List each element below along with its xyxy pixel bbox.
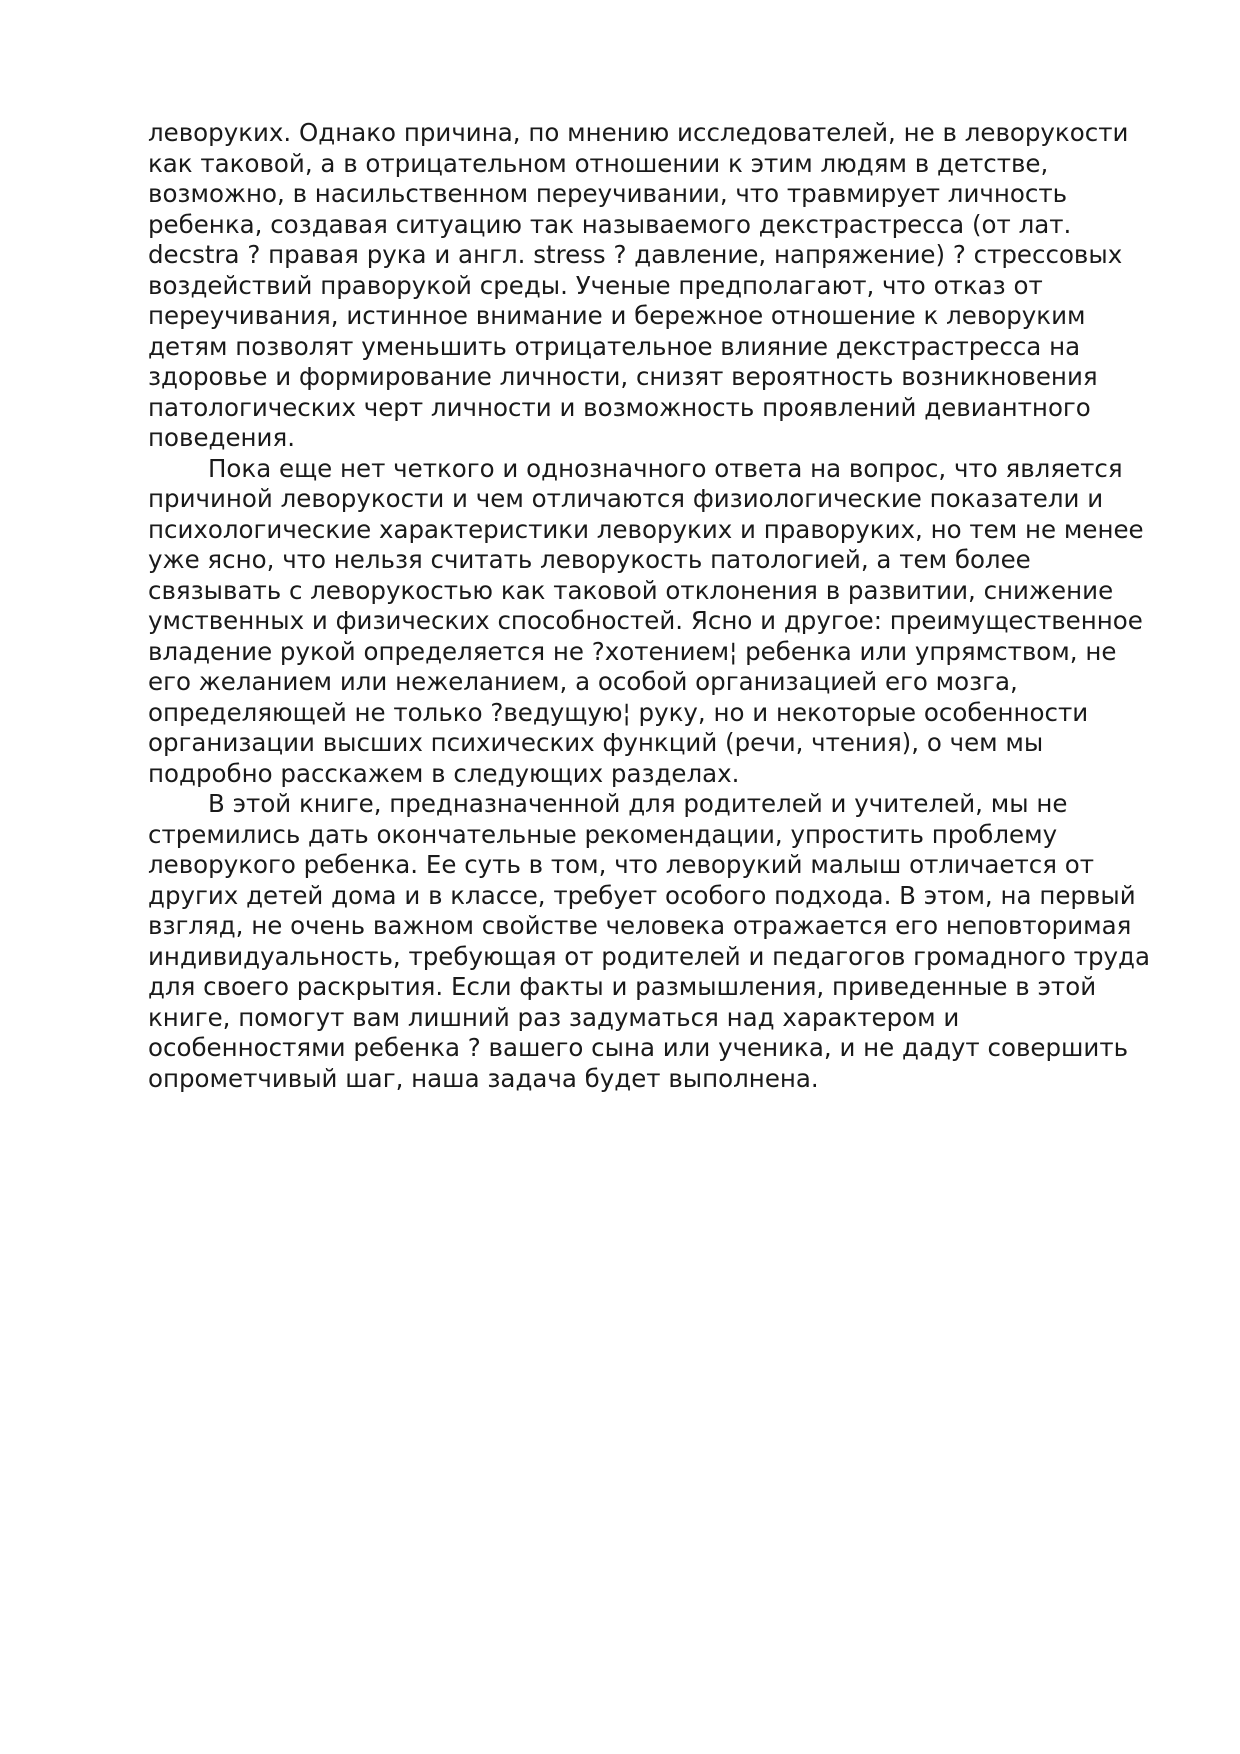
text-line: леворукого ребенка. Ее суть в том, что леворукий малыш отличается от xyxy=(148,850,1095,879)
text-line: ребенка, создавая ситуацию так называемого декстрастресса (от лат. xyxy=(148,209,1072,239)
text-line: других детей дома и в классе, требует особого подхода. В этом, на первый xyxy=(148,880,1136,910)
text-line: взгляд, не очень важном свойстве человека отражается его неповторимая xyxy=(148,911,1132,940)
text-line: умственных и физических способностей. Ясно и другое: преимущественное xyxy=(148,606,1143,635)
text-line: decstra ? правая рука и англ. stress ? давление, напряжение) ? стрессовых xyxy=(148,240,1123,269)
text-line: патологических черт личности и возможность проявлений девиантного xyxy=(148,392,1091,422)
text-line: его желанием или нежеланием, а особой организацией его мозга, xyxy=(148,667,1018,696)
text-line: поведения. xyxy=(148,423,295,452)
text-line: здоровье и формирование личности, снизят вероятность возникновения xyxy=(148,362,1098,391)
text-line: стремились дать окончательные рекомендации, упростить проблему xyxy=(148,819,1058,849)
text-line: переучивания, истинное внимание и бережное отношение к леворуким xyxy=(148,301,1086,330)
text-line: психологические характеристики леворуких и праворуких, но тем не менее xyxy=(148,514,1144,544)
text-line: книге, помогут вам лишний раз задуматься над характером и xyxy=(148,1002,960,1032)
text-line: для своего раскрытия. Если факты и размышления, приведенные в этой xyxy=(148,972,1097,1001)
text-line: уже ясно, что нельзя считать леворукость патологией, а тем более xyxy=(148,545,1031,574)
text-line: Пока еще нет четкого и однозначного ответа на вопрос, что является xyxy=(208,453,1123,483)
text-line: возможно, в насильственном переучивании, что травмирует личность xyxy=(148,179,1068,208)
text-line: особенностями ребенка ? вашего сына или ученика, и не дадут совершить xyxy=(148,1033,1129,1062)
text-line: опрометчивый шаг, наша задача будет выполнена. xyxy=(148,1063,819,1093)
text-line: леворуких. Однако причина, по мнению исследователей, не в леворукости xyxy=(148,118,1129,147)
paragraph xyxy=(148,789,1158,1094)
paragraph xyxy=(148,454,1158,790)
text-line: как таковой, а в отрицательном отношении к этим людям в детстве, xyxy=(148,148,1049,178)
text-line: индивидуальность, требующая от родителей и педагогов громадного труда xyxy=(148,941,1150,971)
text-line: детям позволят уменьшить отрицательное влияние декстрастресса на xyxy=(148,331,1081,361)
text-line: В этой книге, предназначенной для родителей и учителей, мы не xyxy=(208,789,1068,818)
text-line: владение рукой определяется не ?хотением¦ ребенка или упрямством, не xyxy=(148,636,1117,666)
text-line: причиной леворукости и чем отличаются физиологические показатели и xyxy=(148,484,1104,513)
text-line: организации высших психических функций (речи, чтения), о чем мы xyxy=(148,728,1044,757)
text-line: определяющей не только ?ведущую¦ руку, но и некоторые особенности xyxy=(148,697,1089,727)
body-text xyxy=(148,118,1158,1094)
paragraph xyxy=(148,118,1158,454)
text-line: воздействий праворукой среды. Ученые предполагают, что отказ от xyxy=(148,270,1043,300)
text-line: подробно расскажем в следующих разделах. xyxy=(148,758,740,788)
text-line: связывать с леворукостью как таковой отклонения в развитии, снижение xyxy=(148,575,1114,605)
